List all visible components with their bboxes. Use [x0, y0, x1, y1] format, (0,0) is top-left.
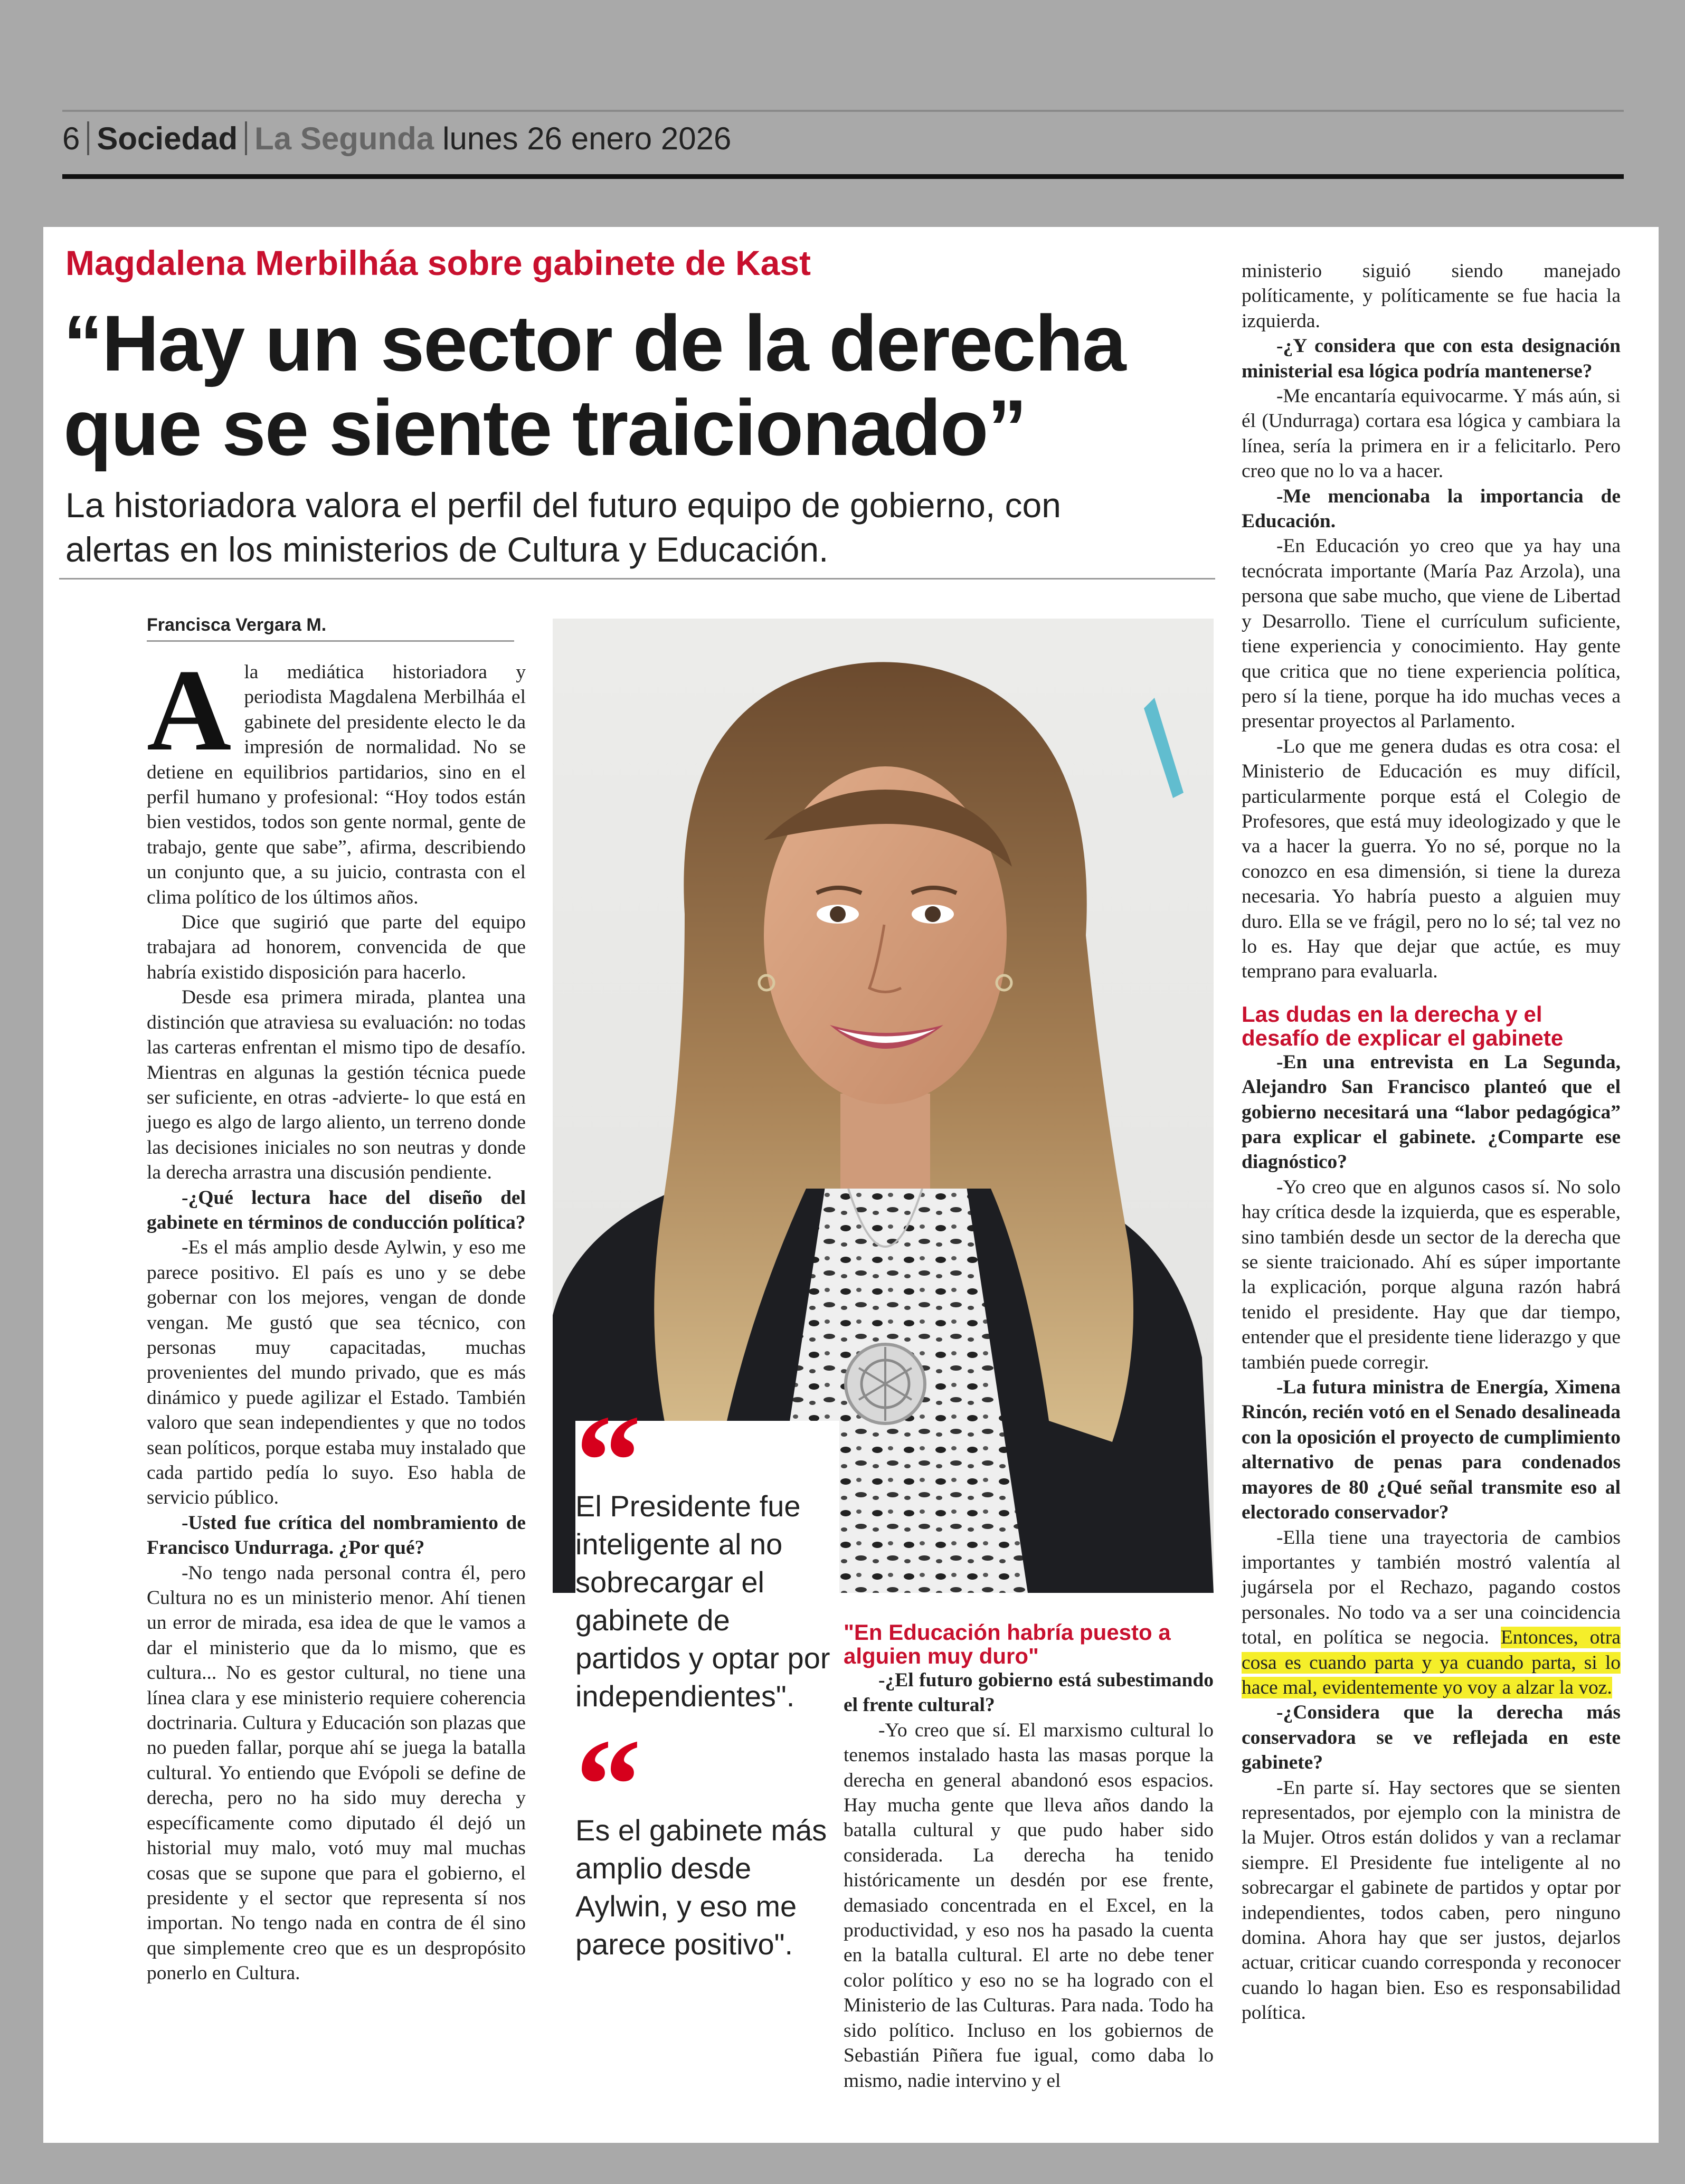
masthead [62, 117, 731, 159]
body-paragraph: Dice que sugirió que parte del equipo trabajara ad honorem, convencida de que habría existido disposición para hacerlo. [147, 911, 526, 983]
pull-quote-box [575, 1388, 839, 2143]
body-paragraph: ministerio siguió siendo manejado políticamente, y políticamente se fue hacia la izquierda. [1242, 260, 1621, 332]
interview-answer: -No tengo nada personal contra él, pero Cultura no es un ministerio menor. Ahí tienen un error de mirada, esa idea de que le vamos a dar el ministerio que da lo mismo, que es cultura... No es gestor cultural, no tiene una línea clara y ese ministerio requiere coherencia doctrinaria. Cultura y Educación son plazas que no pueden fallar, porque ahí se juega la batalla cultural. Yo entiendo que Evópoli se define de derecha, pero no ha sido muy derecha y específicamente como diputado él dejó un historial muy malo, votó muy mal muchas cosas que se supone que para el gobierno, el presidente y el sector que representa sí nos importan. No tengo nada en contra de él sino que simplemente creo que es un despropósito ponerlo en Cultura. [147, 1562, 526, 1984]
article-headline: “Hay un sector de la derecha que se siente traicionado” [63, 299, 1125, 472]
body-column-3 [1242, 259, 1621, 2026]
interview-answer: -Yo creo que sí. El marxismo cultural lo tenemos instalado hasta las masas porque la derecha en general abandonó esos espacios. Hay mucha gente que lleva años dando la batalla cultural y que pudo haber sido considerada. La derecha ha tenido históricamente un desdén por ese frente, demasiado concentrada en el Excel, en la productividad, y eso nos ha pasado la cuenta en la batalla cultural. El arte no debe tener color político y eso no se ha logrado con el Ministerio de las Culturas. Para nada. Todo ha sido político. Incluso en los gobiernos de Sebastián Piñera fue igual, como daba lo mismo, nadie intervino y el [844, 1719, 1214, 2092]
masthead-bottom-rule [62, 174, 1624, 179]
body-column-2 [844, 1620, 1214, 2093]
interview-answer: -Yo creo que en algunos casos sí. No solo hay crítica desde la izquierda, que es esperable, sino también desde un sector de la derecha que se siente traicionado. Ahí es súper importante la explicación, porque alguna razón habrá tenido el presidente. Hay que dar tiempo, entender que el presidente tiene liderazgo y que también puede corregir. [1242, 1176, 1621, 1373]
pull-quote-1: El Presidente fue inteligente al no sobrecargar el gabinete de partidos y optar por independientes". [575, 1489, 830, 1713]
interview-answer: -En Educación yo creo que ya hay una tecnócrata importante (María Paz Arzola), una persona que sabe mucho, que viene de Libertad y Desarrollo. Tiene el currículum suficiente, tiene experiencia y conocimiento. Hay gente que critica que no tiene experiencia política, pero sí la tiene, porque ha ido muchas veces a presentar proyectos al Parlamento. [1242, 535, 1621, 733]
section-subhead: Las dudas en la derecha y el desafío de explicar el gabinete [1242, 1001, 1564, 1050]
publication-name: La Segunda [254, 120, 434, 156]
interview-answer: -Me encantaría equivocarme. Y más aún, si él (Undurraga) cortara esa lógica y cambiara la línea, sería la primera en ir a felicitarlo. Pero creo que no lo va a hacer. [1242, 385, 1621, 482]
section-subhead: "En Educación habría puesto a alguien muy duro" [844, 1620, 1171, 1668]
byline-divider [147, 640, 514, 642]
interview-question: -¿Qué lectura hace del diseño del gabinete en términos de conducción política? [147, 1186, 526, 1233]
interview-answer: -Lo que me genera dudas es otra cosa: el Ministerio de Educación es muy difícil, particularmente porque está el Colegio de Profesores, que está muy ideologizado y que le va a hacer la guerra. Yo no sé, porque no la conozco en esa dimensión, si tiene la dureza necesaria. Yo habría puesto a alguien muy duro. Ella se ve frágil, pero no lo sé; tal vez no lo es. Hay que dejar que actúe, es muy temprano para evaluarla. [1242, 735, 1621, 983]
masthead-top-rule [62, 110, 1624, 112]
masthead-separator [87, 121, 89, 155]
highlighted-text: Entonces, otra cosa es cuando parta y ya cuando parta, si lo hace mal, evidentemente yo voy a alzar la voz. [1242, 1627, 1621, 1698]
quote-mark-icon: “ [575, 1712, 641, 1858]
drop-cap: A [147, 645, 232, 775]
deck-divider [59, 578, 1215, 580]
interview-question: -La futura ministra de Energía, Ximena Rincón, recién votó en el Senado desalineada con la oposición el proyecto de cumplimiento alternativo de penas para condenados mayores de 80 ¿Qué señal transmite eso al electorado conservador? [1242, 1376, 1621, 1524]
article-deck: La historiadora valora el perfil del futuro equipo de gobierno, con alertas en los ministerios de Cultura y Educación. [65, 486, 1061, 569]
intro-paragraph: Ala mediática historiadora y periodista Magdalena Merbilháa el gabinete del presidente electo le da impresión de normalidad. No se detiene en equilibrios partidarios, sino en el perfil humano y profesional: “Hoy todos están bien vestidos, todos son gente normal, gente de trabajo, gente que sabe”, afirma, describiendo un conjunto que, a su juicio, contrasta con el clima político de los últimos años. [147, 645, 526, 908]
interview-answer: -En parte sí. Hay sectores que se sienten representados, por ejemplo con la ministra de la Mujer. Otros están dolidos y van a reclamar siempre. El Presidente fue inteligente al no sobrecargar el gabinete de partidos y optar por independientes, todos caben, pero ninguno domina. Ahora hay que ser justos, dejarlos actuar, criticar cuando corresponda y reconocer cuando lo hagan bien. Eso es responsabilidad política. [1242, 1777, 1621, 2024]
body-column-1 [147, 645, 526, 1986]
interview-question: -Me mencionaba la importancia de Educación. [1242, 485, 1621, 533]
interview-answer: -Ella tiene una trayectoria de cambios importantes y también mostró valentía al jugársela por el Rechazo, pagando costos personales. No todo va a ser una coincidencia total, en política se negocia. Entonces, otra cosa es cuando parta y ya cuando parta, si lo hace mal, evidentemente yo voy a alzar la voz. [1242, 1526, 1621, 1698]
issue-date: lunes 26 enero 2026 [442, 120, 732, 156]
article-byline: Francisca Vergara M. [147, 615, 327, 635]
quote-mark-icon: “ [575, 1388, 641, 1534]
interview-question: -En una entrevista en La Segunda, Alejandro San Francisco planteó que el gobierno necesitará una “labor pedagógica” para explicar el gabinete. ¿Comparte ese diagnóstico? [1242, 1051, 1621, 1173]
interview-question: -¿Considera que la derecha más conservadora se ve reflejada en este gabinete? [1242, 1702, 1621, 1774]
pull-quote-2: Es el gabinete más amplio desde Aylwin, y eso me parece positivo". [575, 1813, 827, 1961]
interview-question: -¿El futuro gobierno está subestimando el frente cultural? [844, 1669, 1214, 1716]
article-page [43, 227, 1659, 2143]
masthead-separator [245, 121, 247, 155]
interview-question: -¿Y considera que con esta designación ministerial esa lógica podría mantenerse? [1242, 335, 1621, 382]
interview-question: -Usted fue crítica del nombramiento de Francisco Undurraga. ¿Por qué? [147, 1512, 526, 1559]
section-name: Sociedad [97, 120, 238, 156]
article-kicker: Magdalena Merbilháa sobre gabinete de Kast [65, 243, 811, 282]
interview-answer: -Es el más amplio desde Aylwin, y eso me parece positivo. El país es uno y se debe gobernar con los mejores, vengan de donde vengan. Me gustó que sea técnico, con personas muy capacitadas, muchas provenientes del mundo privado, que es más dinámico y puede agilizar el Estado. También valoro que sean independientes y que no todos sean políticos, porque estaba muy instalado que cada partido pedía lo suyo. Eso habla de servicio público. [147, 1237, 526, 1509]
page-number: 6 [62, 120, 80, 156]
body-paragraph: Desde esa primera mirada, plantea una distinción que atraviesa su evaluación: no todas las carteras enfrentan el mismo tipo de desafío. Mientras en algunas la gestión técnica puede ser suficiente, en otras -advierte- lo que está en juego es algo de largo aliento, un terreno donde las decisiones iniciales no son neutras y donde la derecha arrastra una discusión pendiente. [147, 986, 526, 1184]
